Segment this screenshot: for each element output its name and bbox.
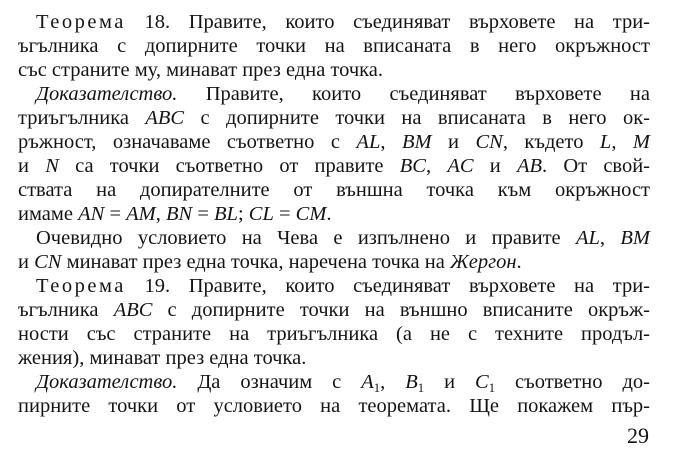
italic-text: AL <box>575 227 600 249</box>
text-line <box>18 34 650 58</box>
italic-text: BN <box>165 203 193 225</box>
text-run: . <box>326 203 332 225</box>
text-line <box>18 154 650 178</box>
text-run: , <box>155 203 166 225</box>
text-run: , <box>380 371 406 393</box>
text-run: имаме <box>18 203 79 225</box>
page-number: 29 <box>627 423 649 448</box>
text-run: и <box>18 155 46 177</box>
text-line <box>36 370 650 394</box>
text-run: и <box>431 131 476 153</box>
text-line <box>36 82 650 106</box>
text-run: = <box>273 203 296 225</box>
text-run: с допирните точки на външно вписаните окръж- <box>152 299 650 321</box>
text-run: съответно до- <box>495 371 650 393</box>
italic-text: BM <box>620 227 650 249</box>
text-run: ствата на допирателните от външна точка към окръжност <box>18 179 650 201</box>
text-run: ъгълника с допирните точки на вписаната в него окръжност <box>18 35 650 57</box>
text-run: със страните му, минават през една точка. <box>18 59 384 81</box>
italic-text: L <box>599 131 612 153</box>
text-line <box>18 394 650 418</box>
italic-text: AB <box>516 155 542 177</box>
italic-text: B <box>405 371 418 393</box>
text-line <box>18 250 650 274</box>
italic-text: CL <box>248 203 274 225</box>
text-line <box>18 178 650 202</box>
text-run: Очевидно условието на Чева е изпълнено и правите <box>36 227 576 249</box>
text-run: триъгълника <box>18 107 146 129</box>
text-run: , <box>611 131 633 153</box>
text-run: и <box>18 251 35 273</box>
italic-text: Доказателство. <box>36 371 178 393</box>
italic-text: AC <box>447 155 474 177</box>
text-line <box>18 322 650 346</box>
text-run: минават през една точка, наречена точка на <box>61 251 450 273</box>
text-line <box>36 226 650 250</box>
italic-text: BC <box>399 155 426 177</box>
text-run: . <box>516 251 522 273</box>
text-run: и <box>424 371 476 393</box>
text-run: = <box>104 203 127 225</box>
italic-text: AM <box>126 203 156 225</box>
text-run: , <box>380 131 402 153</box>
italic-text: M <box>632 131 650 153</box>
italic-text: A <box>361 371 374 393</box>
text-run: = <box>192 203 214 225</box>
text-line <box>36 274 650 298</box>
text-line <box>18 346 650 370</box>
italic-text: N <box>45 155 59 177</box>
theorem-label: Теорема <box>36 275 126 297</box>
text-line <box>18 298 650 322</box>
italic-text: CN <box>475 131 503 153</box>
text-line <box>18 130 650 154</box>
text-line <box>36 10 650 34</box>
italic-text: Доказателство. <box>36 83 178 105</box>
italic-text: ABC <box>113 299 153 321</box>
text-line <box>18 202 650 226</box>
text-run: с допирните точки на вписаната в него ок- <box>184 107 650 129</box>
italic-text: CM <box>295 203 327 225</box>
text-run: пирните точки от условието на теоремата. Ще покажем пър- <box>18 395 650 417</box>
text-run: жения), минават през една точка. <box>18 347 307 369</box>
subscript: 1 <box>488 380 496 395</box>
italic-text: Жергон <box>449 251 517 273</box>
theorem-label: Теорема <box>36 11 126 33</box>
italic-text: CN <box>34 251 62 273</box>
text-run: , където <box>502 131 600 153</box>
text-run: и <box>473 155 517 177</box>
italic-text: BM <box>401 131 432 153</box>
italic-text: C <box>475 371 489 393</box>
text-run: , <box>599 227 621 249</box>
subscript: 1 <box>373 380 381 395</box>
text-run: . От свой- <box>541 155 650 177</box>
text-run: Да означим с <box>177 371 362 393</box>
italic-text: AL <box>356 131 381 153</box>
text-run: ръжност, означаваме съответно с <box>18 131 357 153</box>
text-run: 19. Правите, които съединяват върховете на три- <box>125 275 650 297</box>
italic-text: ABC <box>145 107 185 129</box>
text-line <box>18 58 650 82</box>
text-run: ; <box>237 203 249 225</box>
subscript: 1 <box>417 380 425 395</box>
text-run: са точки съответно от правите <box>58 155 400 177</box>
text-run: , <box>425 155 448 177</box>
text-line <box>18 106 650 130</box>
text-run: Правите, които съединяват върховете на <box>177 83 650 105</box>
text-run: 18. Правите, които съединяват върховете на три- <box>125 11 650 33</box>
italic-text: BL <box>214 203 238 225</box>
text-run: ности със страните на триъгълника (а не с техните продъл- <box>18 323 650 345</box>
italic-text: AN <box>78 203 105 225</box>
text-run: ъгълника <box>18 299 114 321</box>
